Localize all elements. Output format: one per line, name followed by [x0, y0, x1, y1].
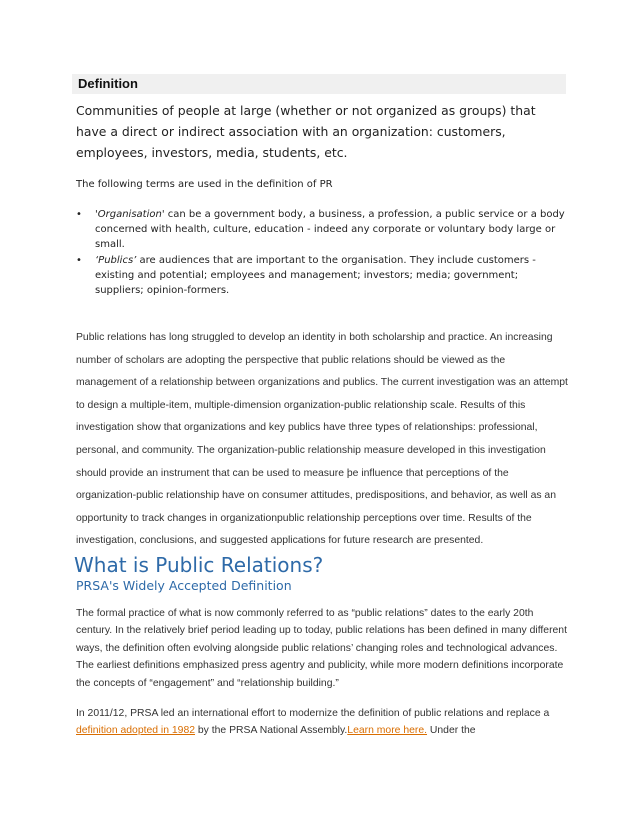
learn-more-link[interactable]: Learn more here.	[347, 725, 428, 737]
formal-practice-paragraph: The formal practice of what is now commonly referred to as “public relations” dates to the early 20th century. In the relatively brief period leading up to today, public relations has been defined in many different ways, the definition often evolving alongside public relations’ changing roles and technological advances. The earliest definitions emphasized press agentry and publicity, while more modern definitions incorporate the concepts of “engagement” and “relationship building.”	[76, 608, 567, 689]
definition-1982-link[interactable]: definition adopted in 1982	[76, 725, 196, 737]
definition-text: Communities of people at large (whether or not organized as groups) that have a direct or indirect association with an organization: customers, employees, investors, media, students, etc.	[76, 103, 536, 160]
list-item	[76, 207, 566, 252]
prsa-text-middle: by the PRSA National Assembly.	[195, 725, 348, 737]
bullet-icon: •	[76, 209, 82, 220]
terms-list	[76, 207, 566, 299]
prsa-paragraph	[76, 705, 568, 740]
section-subtitle: PRSA's Widely Accepted Definition	[76, 578, 292, 593]
list-item	[76, 253, 566, 298]
term-description: are audiences that are important to the organisation. They include customers - existing and potential; employees and management; investors; media; government; suppliers; opinion-formers.	[95, 255, 536, 296]
prsa-text-start: In 2011/12, PRSA led an international effort to modernize the definition of public relations and replace a	[76, 708, 550, 719]
term-description: can be a government body, a business, a profession, a public service or a body concerned with health, culture, education - indeed any corporate or voluntary body large or small.	[95, 209, 565, 250]
definition-heading: Definition	[72, 74, 566, 94]
research-abstract: Public relations has long struggled to develop an identity in both scholarship and practice. An increasing number of scholars are adopting the perspective that public relations should be viewed as the management of a relationship between organizations and publics. The current investigation was an attempt to design a multiple-item, multiple-dimension organization-public relationship scale. Results of this investigation show that organizations and key publics have three types of relationships: professional, personal, and community. The organization-public relationship measure developed in this investigation should provide an instrument that can be used to measure þe influence that perceptions of the organization-public relationship have on consumer attitudes, predispositions, and behavior, as well as an opportunity to track changes in organizationpublic relationship perceptions over time. Results of the investigation, conclusions, and suggested applications for future research are presented.	[76, 332, 568, 547]
prsa-text-end: Under the	[427, 725, 476, 737]
section-title: What is Public Relations?	[74, 553, 324, 577]
term-organisation: 'Organisation'	[95, 209, 165, 220]
term-publics: ‘Publics’	[95, 255, 137, 266]
bullet-icon: •	[76, 255, 82, 266]
terms-intro: The following terms are used in the definition of PR	[76, 179, 333, 190]
